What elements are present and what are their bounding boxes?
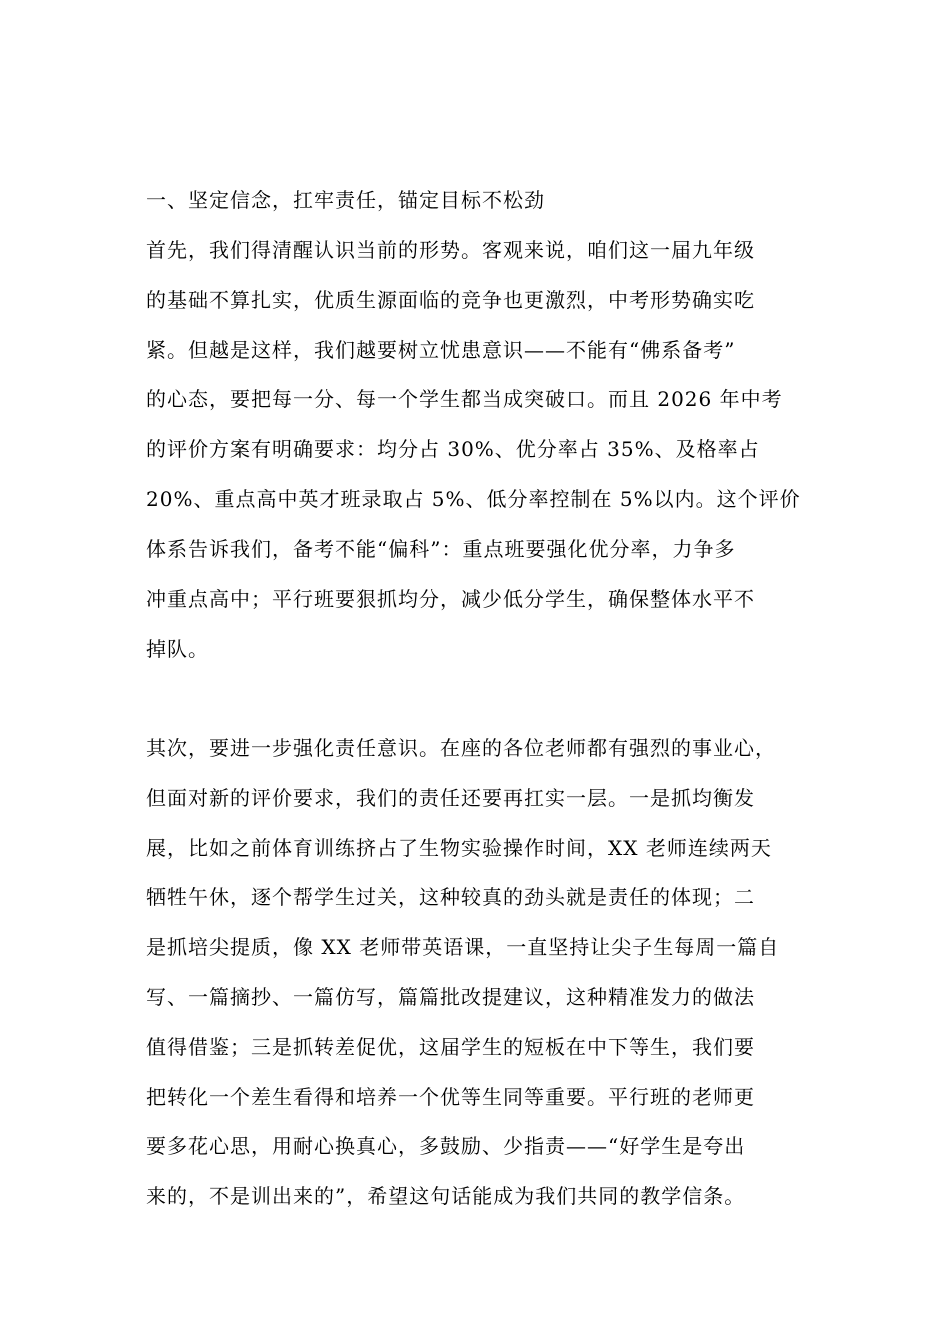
paragraph-line: 来的，不是训出来的”，希望这句话能成为我们共同的教学信条。 [146, 1184, 746, 1208]
paragraph-line: 掉队。 [146, 637, 209, 661]
paragraph-line: 紧。但越是这样，我们越要树立忧患意识——不能有“佛系备考” [146, 338, 736, 362]
paragraph-line: 的心态，要把每一分、每一个学生都当成突破口。而且 2026 年中考 [146, 387, 783, 411]
paragraph-line: 20%、重点高中英才班录取占 5%、低分率控制在 5%以内。这个评价 [146, 487, 801, 511]
paragraph-line: 冲重点高中；平行班要狠抓均分，减少低分学生，确保整体水平不 [146, 587, 755, 611]
paragraph-line: 是抓培尖提质，像 XX 老师带英语课，一直坚持让尖子生每周一篇自 [146, 935, 780, 959]
paragraph-line: 但面对新的评价要求，我们的责任还要再扛实一层。一是抓均衡发 [146, 786, 755, 810]
paragraph-line: 牺牲午休，逐个帮学生过关，这种较真的劲头就是责任的体现；二 [146, 885, 755, 909]
paragraph-line: 展，比如之前体育训练挤占了生物实验操作时间，XX 老师连续两天 [146, 836, 772, 860]
paragraph-line: 体系告诉我们，备考不能“偏科”：重点班要强化优分率，力争多 [146, 537, 736, 561]
paragraph-line: 值得借鉴；三是抓转差促优，这届学生的短板在中下等生，我们要 [146, 1035, 755, 1059]
paragraph-line: 其次，要进一步强化责任意识。在座的各位老师都有强烈的事业心， [146, 736, 776, 760]
paragraph-line: 把转化一个差生看得和培养一个优等生同等重要。平行班的老师更 [146, 1085, 755, 1109]
paragraph-line: 首先，我们得清醒认识当前的形势。客观来说，咱们这一届九年级 [146, 238, 755, 262]
paragraph-line: 的评价方案有明确要求：均分占 30%、优分率占 35%、及格率占 [146, 437, 760, 461]
paragraph-line: 要多花心思，用耐心换真心，多鼓励、少指责——“好学生是夸出 [146, 1134, 746, 1158]
paragraph-line: 写、一篇摘抄、一篇仿写，篇篇批改提建议，这种精准发力的做法 [146, 985, 755, 1009]
section-heading: 一、坚定信念，扛牢责任，锚定目标不松劲 [146, 188, 545, 212]
paragraph-line: 的基础不算扎实，优质生源面临的竞争也更激烈，中考形势确实吃 [146, 288, 755, 312]
